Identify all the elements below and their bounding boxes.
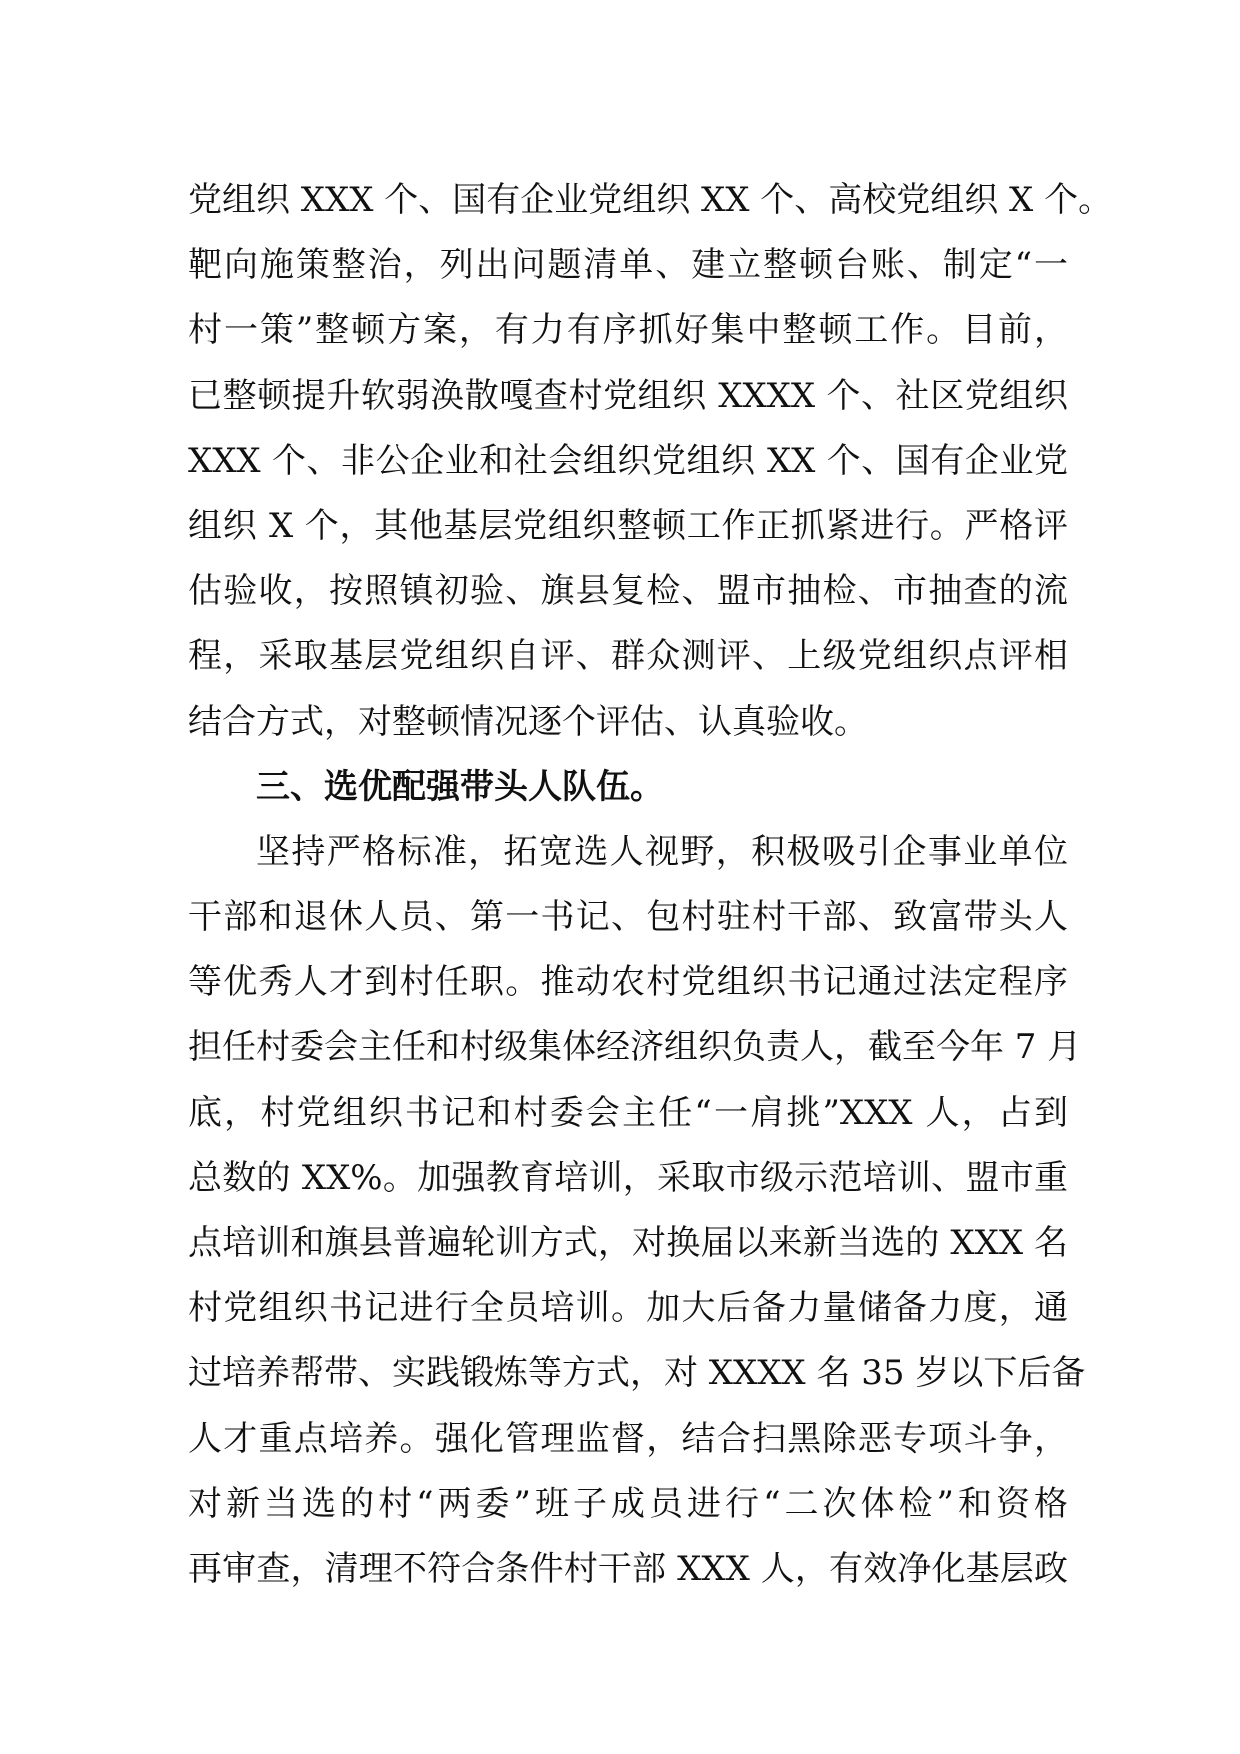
document-body	[188, 168, 1113, 1602]
text-line: 总数的 XX%。加强教育培训，采取市级示范培训、盟市重	[188, 1157, 1068, 1198]
text-line: 已整顿提升软弱涣散嘎查村党组织 XXXX 个、社区党组织	[188, 375, 1068, 416]
text-line: 组织 X 个，其他基层党组织整顿工作正抓紧进行。严格评	[188, 505, 1068, 546]
text-line: 程，采取基层党组织自评、群众测评、上级党组织点评相	[188, 636, 1068, 677]
text-line: 村一策”整顿方案，有力有序抓好集中整顿工作。目前，	[188, 310, 1068, 351]
text-line: 再审查，清理不符合条件村干部 XXX 人，有效净化基层政	[188, 1548, 1068, 1589]
text-line: 估验收，按照镇初验、旗县复检、盟市抽检、市抽查的流	[188, 571, 1068, 612]
text-line: 担任村委会主任和村级集体经济组织负责人，截至今年 7 月	[188, 1027, 1082, 1068]
text-line: 过培养帮带、实践锻炼等方式，对 XXXX 名 35 岁以下后备	[188, 1353, 1086, 1394]
text-line: 靶向施策整治，列出问题清单、建立整顿台账、制定“一	[188, 245, 1068, 286]
text-line: 结合方式，对整顿情况逐个评估、认真验收。	[188, 701, 868, 742]
section-heading: 三、选优配强带头人队伍。	[256, 766, 664, 807]
text-line: 村党组织书记进行全员培训。加大后备力量储备力度，通	[188, 1288, 1068, 1329]
text-line: 等优秀人才到村任职。推动农村党组织书记通过法定程序	[188, 962, 1068, 1003]
text-line: 底，村党组织书记和村委会主任“一肩挑”XXX 人，占到	[188, 1092, 1068, 1133]
text-line: XXX 个、非公企业和社会组织党组织 XX 个、国有企业党	[188, 440, 1068, 481]
text-line: 党组织 XXX 个、国有企业党组织 XX 个、高校党组织 X 个。	[188, 180, 1113, 220]
text-line: 干部和退休人员、第一书记、包村驻村干部、致富带头人	[188, 897, 1068, 938]
text-line: 点培训和旗县普遍轮训方式，对换届以来新当选的 XXX 名	[188, 1223, 1068, 1263]
paragraph-continued	[188, 168, 1113, 755]
paragraph-section-three	[188, 820, 1086, 1602]
text-line: 坚持严格标准，拓宽选人视野，积极吸引企事业单位	[256, 831, 1068, 872]
text-line: 对新当选的村“两委”班子成员进行“二次体检”和资格	[188, 1483, 1068, 1524]
text-line: 人才重点培养。强化管理监督，结合扫黑除恶专项斗争，	[188, 1418, 1068, 1459]
